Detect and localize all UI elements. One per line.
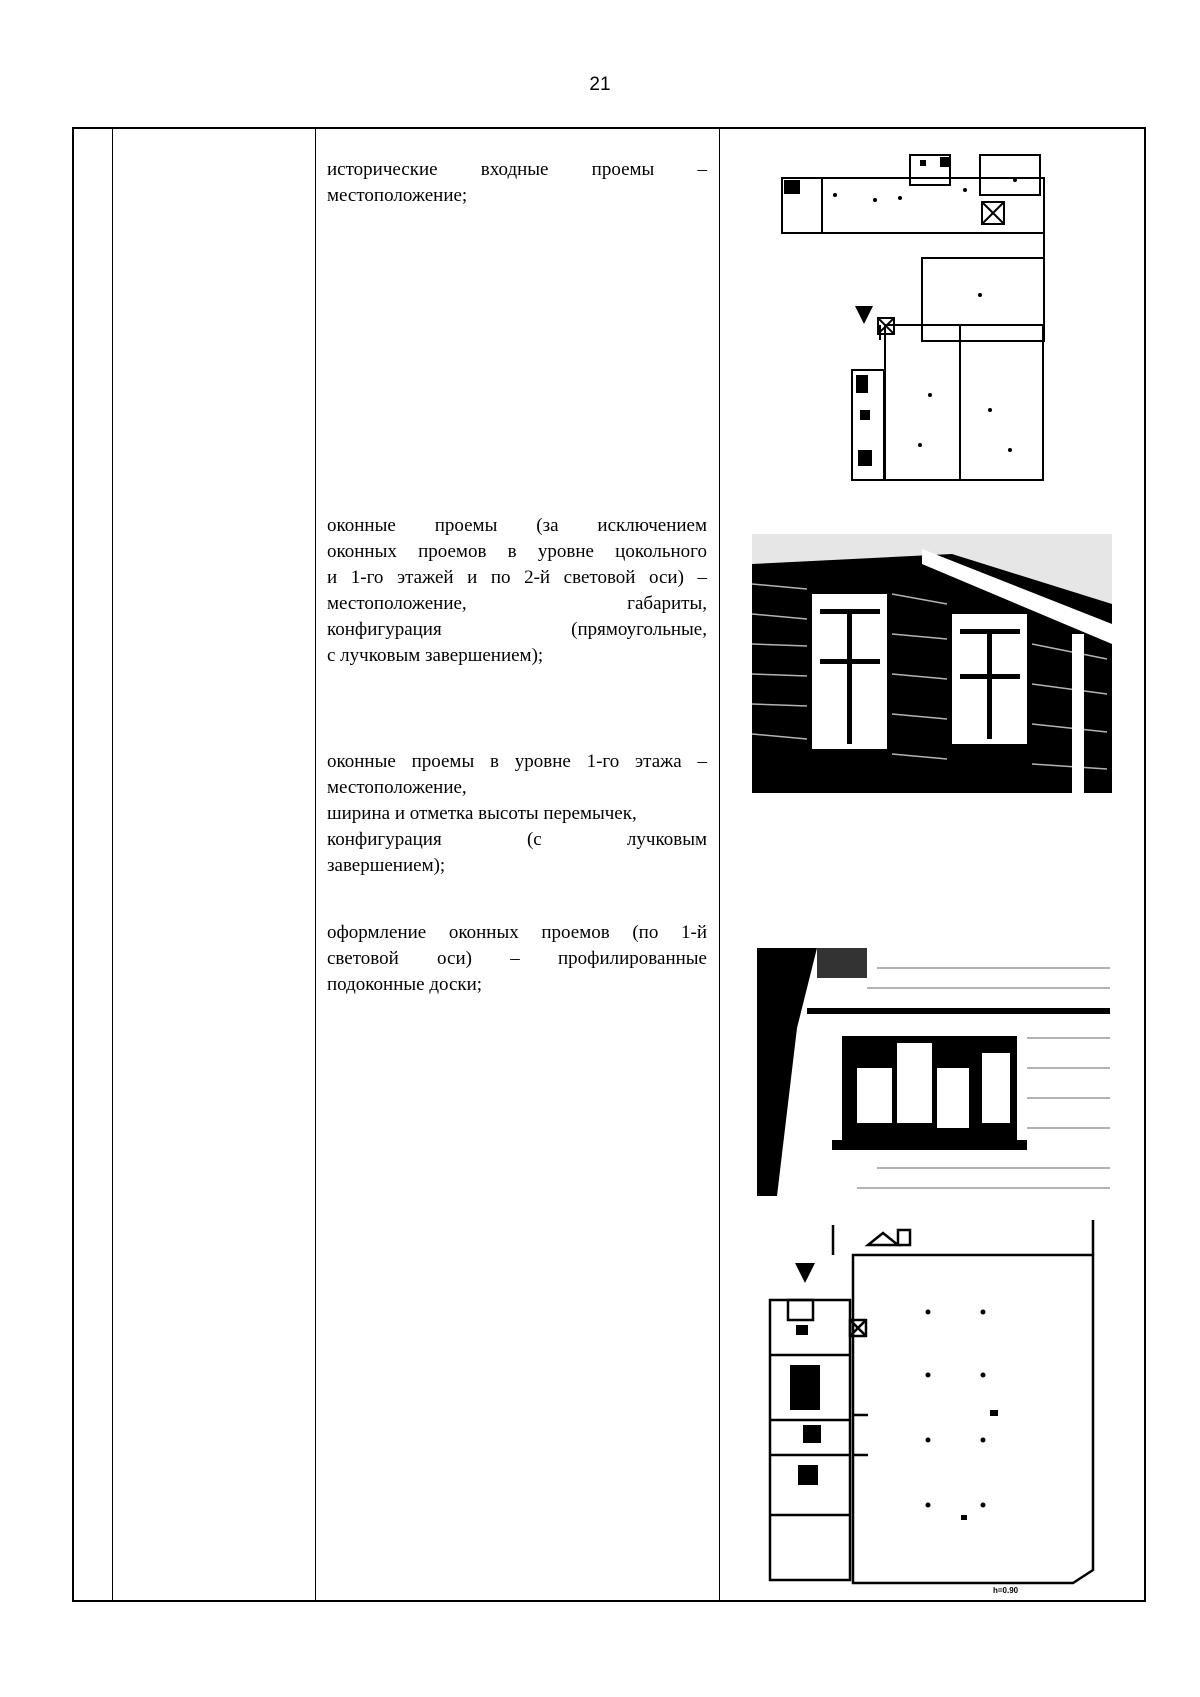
text-line: оконных проемов в уровне цокольного	[327, 541, 707, 562]
text-line: подоконные доски;	[327, 974, 483, 995]
text-line: оформление оконных проемов (по 1-й	[327, 922, 707, 943]
column-divider	[315, 129, 316, 1600]
item-first-floor-windows	[327, 749, 707, 879]
facade-arched-windows-photo-icon	[752, 534, 1112, 793]
text-line: оконные проемы (за исключением	[327, 515, 707, 536]
window-sill-photo-icon	[757, 948, 1110, 1196]
text-line: ширина и отметка высоты перемычек,	[327, 803, 637, 824]
item-window-decoration	[327, 920, 707, 998]
text-line: световой оси) – профилированные	[327, 948, 707, 969]
text-line: завершением);	[327, 855, 446, 876]
text-line: с лучковым завершением);	[327, 645, 544, 666]
text-line: местоположение, габариты,	[327, 593, 707, 614]
column-divider	[719, 129, 720, 1600]
floor-plan-with-entrance-arrows-icon	[780, 150, 1090, 500]
text-line: оконные проемы в уровне 1-го этажа –	[327, 751, 707, 772]
text-line: исторические входные проемы –	[327, 159, 707, 180]
text-line: местоположение,	[327, 777, 467, 798]
page-number: 21	[589, 74, 611, 95]
plan-scale-label: h=0.90	[993, 1586, 1019, 1595]
floor-plan-first-floor-icon	[768, 1215, 1103, 1600]
item-window-openings	[327, 513, 707, 669]
text-line: местоположение;	[327, 185, 468, 206]
item-entrance-openings	[327, 157, 707, 209]
column-divider	[112, 129, 113, 1600]
text-line: и 1-го этажей и по 2-й световой оси) –	[327, 567, 707, 588]
text-line: конфигурация (прямоугольные,	[327, 619, 707, 640]
text-line: конфигурация (с лучковым	[327, 829, 707, 850]
